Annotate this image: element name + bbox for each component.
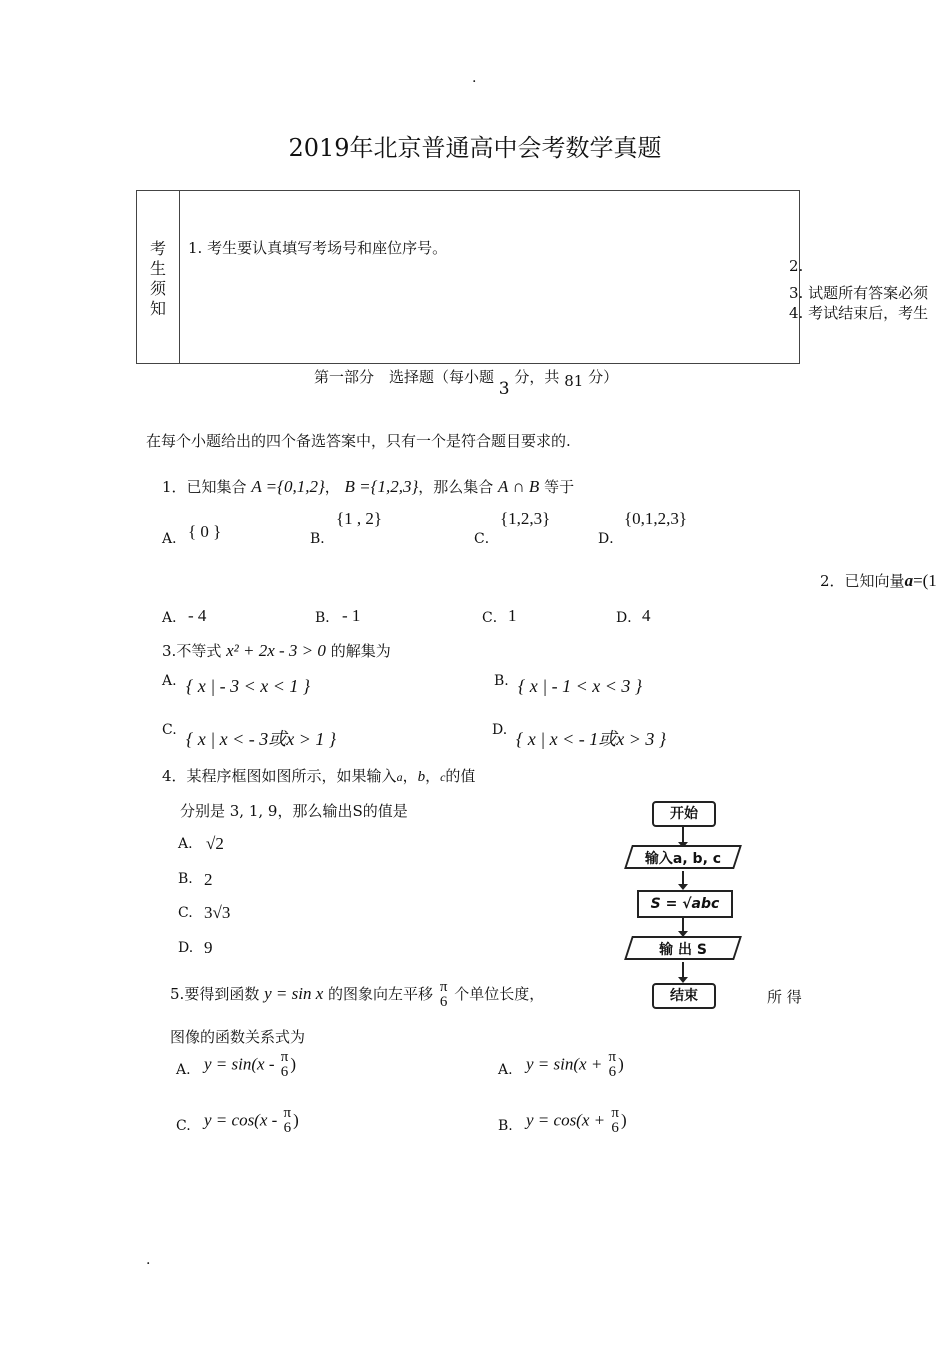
q1-option-c-label: C． [474, 531, 499, 547]
fraction-numerator: π [283, 1105, 292, 1121]
q2-vector: a [904, 571, 914, 590]
q1-text-b: ，那么集合 [418, 478, 494, 496]
q5-option-close: ) [293, 1110, 299, 1130]
section-heading-mid: 分，共 [514, 368, 560, 386]
q5-text-d: 所 得 [767, 988, 802, 1006]
page-title: 2019年北京普通高中会考数学真题 [288, 134, 662, 162]
q2-option-b-label: B． [315, 610, 340, 626]
question-4-stem [162, 765, 475, 786]
q4-option-b-value: 2 [204, 870, 213, 889]
q4-var-a: a [396, 770, 403, 784]
fraction-numerator: π [611, 1105, 619, 1121]
q3-option-d-value: { x | x < - 1或x > 3 } [516, 729, 667, 749]
q3-text: 不等式 [176, 642, 222, 660]
question-1-stem [162, 476, 574, 497]
header-dot: . [472, 70, 477, 86]
section-heading-text: 第一部分 选择题（每小题 [314, 368, 495, 386]
q2-option-d-value: 4 [642, 606, 651, 625]
flowchart-process: S = √abc [637, 890, 733, 918]
q5-option-expr: y = cos(x + [526, 1110, 610, 1130]
q1-option-d-label: D． [598, 531, 624, 547]
q1-option-c-value: {1,2,3} [500, 509, 551, 528]
question-number: 3. [162, 642, 177, 660]
q3-text-b: 的解集为 [330, 642, 391, 660]
q5-text-b: 的图象向左平移 [328, 985, 434, 1003]
q3-option-c-value: { x | x < - 3或x > 1 } [186, 729, 337, 749]
q4-stem-line2: 分别是 3, 1, 9，那么输出S的值是 [180, 802, 408, 820]
q5-option-expr: y = cos(x - [204, 1110, 282, 1130]
flowchart-arrow [682, 918, 684, 932]
notice-item-1: 1. 考生要认真填写考场号和座位序号。 [188, 239, 448, 257]
fraction-numerator: π [608, 1049, 617, 1065]
q4-var-b: b [417, 769, 426, 785]
q4-text-b: 的值 [445, 767, 476, 785]
q1-option-a-value: { 0 } [188, 522, 222, 541]
section-heading [314, 366, 619, 399]
q5-text-e: 图像的函数关系式为 [170, 1028, 306, 1046]
flowchart-arrow [682, 871, 684, 885]
q1-option-a-label: A． [162, 531, 187, 547]
section-heading-end: 分） [588, 368, 619, 386]
q5-option-1-value [204, 1050, 296, 1080]
q2-option-d-label: D． [616, 610, 642, 626]
flowchart-input-text: 输入a, b, c [644, 851, 722, 867]
q1-expr: A ∩ B [498, 477, 540, 496]
flowchart-output-text: 输 出 S [659, 942, 707, 958]
q1-option-d-value: {0,1,2,3} [624, 509, 688, 528]
fraction-numerator: π [439, 979, 448, 995]
q5-option-4-label: B. [498, 1118, 513, 1134]
flowchart-arrow [682, 825, 684, 843]
score-total: 81 [564, 372, 584, 390]
notice-label-char: 知 [149, 299, 166, 318]
q2-option-c-value: 1 [508, 606, 517, 625]
q1-set-b: B ={1,2,3} [344, 477, 419, 496]
q5-fraction [438, 980, 450, 1010]
fraction-denominator: 6 [283, 1120, 292, 1136]
q2-text: 已知向量 [844, 572, 905, 590]
notice-item-3: 3. 试题所有答案必须 [789, 284, 929, 302]
q5-option-3-label: C. [176, 1118, 191, 1134]
question-number: 5. [170, 985, 185, 1003]
q5-option-1-label: A. [176, 1062, 191, 1078]
question-2-stem [820, 570, 937, 591]
flowchart-input [628, 845, 738, 869]
q3-option-d-label: D. [492, 722, 508, 738]
notice-label-char: 考 [149, 239, 166, 258]
q4-sep: ， [425, 767, 441, 785]
fraction-denominator: 6 [439, 994, 448, 1010]
q5-option-close: ) [618, 1054, 624, 1074]
q4-option-a-label: A. [178, 836, 193, 852]
q5-option-2-label: A. [498, 1062, 513, 1078]
section-instruction: 在每个小题给出的四个备选答案中，只有一个是符合题目要求的. [146, 432, 571, 450]
q1-text-c: 等于 [544, 478, 575, 496]
q5-option-3-value [204, 1106, 299, 1136]
q2-tail: =(1 [913, 571, 937, 590]
q4-option-c-label: C. [178, 905, 193, 921]
q1-set-a: A ={0,1,2} [251, 477, 325, 496]
q4-option-d-value: 9 [204, 938, 213, 957]
q5-option-4-value [526, 1106, 627, 1136]
fraction-denominator: 6 [611, 1120, 619, 1136]
notice-label-char: 须 [149, 279, 166, 298]
q3-inequality: x² + 2x - 3 > 0 [226, 641, 326, 660]
flowchart-end: 结束 [652, 983, 716, 1009]
q4-var-c: c [440, 770, 446, 784]
footer-dot: . [146, 1252, 151, 1268]
q5-option-2-value [526, 1050, 624, 1080]
q2-option-c-label: C． [482, 610, 507, 626]
notice-label-char: 生 [149, 259, 166, 278]
question-number: 4． [162, 767, 187, 785]
q2-option-a-value: - 4 [188, 606, 207, 625]
q1-text: 已知集合 [186, 478, 247, 496]
q3-option-b-value: { x | - 1 < x < 3 } [518, 676, 643, 696]
q3-option-b-label: B. [494, 673, 509, 689]
q1-comma: ， [324, 478, 340, 496]
q5-text-c: 个单位长度， [454, 985, 545, 1003]
q5-option-fraction [282, 1106, 294, 1136]
q4-option-b-label: B. [178, 871, 193, 887]
fraction-denominator: 6 [608, 1064, 617, 1080]
q4-option-d-label: D. [178, 940, 194, 956]
q5-option-fraction [609, 1106, 621, 1136]
notice-item-4: 4. 考试结束后，考生 [789, 304, 929, 322]
q4-text: 某程序框图如图所示，如果输入 [186, 767, 397, 785]
notice-item-2: 2. [789, 257, 804, 275]
q5-option-expr: y = sin(x + [526, 1054, 607, 1074]
q4-option-c-value: 3√3 [204, 903, 231, 922]
flowchart-arrow [682, 962, 684, 978]
q1-option-b-label: B． [310, 531, 335, 547]
q5-option-fraction [607, 1050, 619, 1080]
question-number: 2． [820, 572, 845, 590]
q5-option-fraction [279, 1050, 291, 1080]
flowchart-start: 开始 [652, 801, 716, 827]
q3-option-a-label: A. [162, 673, 177, 689]
notice-label-cell [137, 191, 180, 363]
q5-option-close: ) [620, 1110, 627, 1130]
question-3-stem [162, 640, 391, 661]
q4-option-a-value: √2 [206, 834, 224, 853]
q5-option-close: ) [290, 1054, 296, 1074]
flowchart-output [628, 936, 738, 960]
q5-option-expr: y = sin(x - [204, 1054, 279, 1074]
score-each: 3 [498, 379, 510, 399]
question-number: 1． [162, 478, 187, 496]
q4-sep: ， [402, 767, 418, 785]
q1-option-b-value: {1 , 2} [336, 509, 383, 528]
fraction-numerator: π [280, 1049, 289, 1065]
fraction-denominator: 6 [280, 1064, 289, 1080]
q2-option-a-label: A． [162, 610, 187, 626]
question-5-stem [170, 980, 544, 1010]
q3-option-a-value: { x | - 3 < x < 1 } [186, 676, 311, 696]
q5-text: 要得到函数 [184, 985, 260, 1003]
q3-option-c-label: C. [162, 722, 177, 738]
q2-option-b-value: - 1 [342, 606, 361, 625]
notice-table [136, 190, 800, 364]
q5-function: y = sin x [264, 984, 324, 1003]
